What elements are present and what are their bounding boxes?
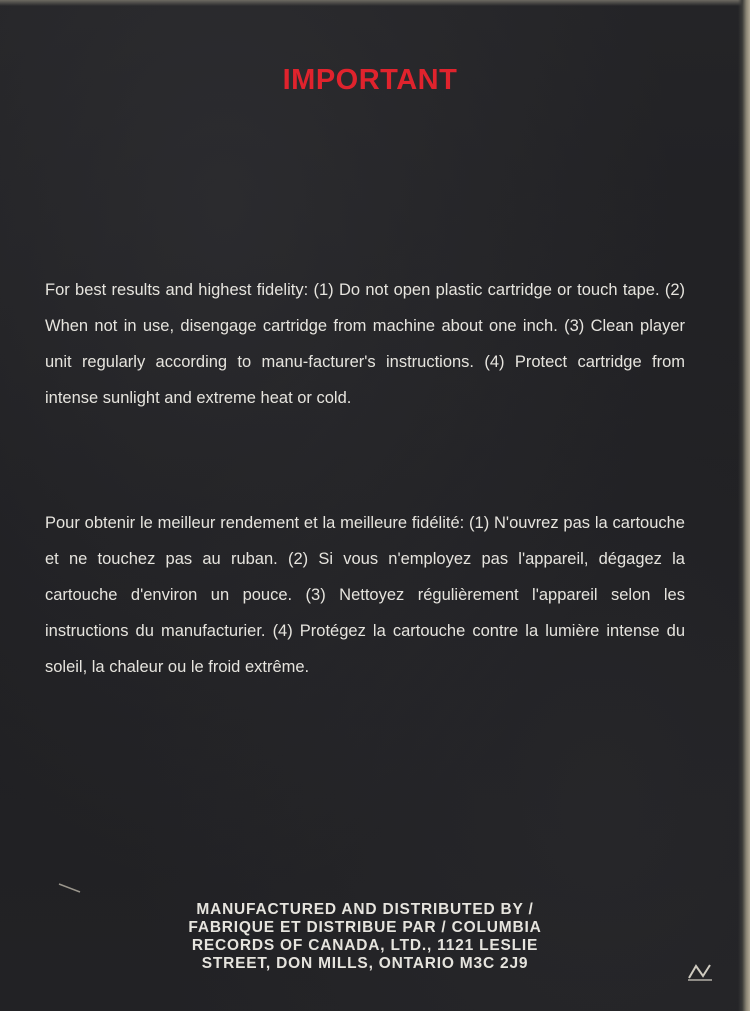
address-line-1: MANUFACTURED AND DISTRIBUTED BY / — [196, 901, 534, 918]
french-instructions: Pour obtenir le meilleur rendement et la meilleure fidélité: (1) N'ouvrez pas la cartouche et ne touchez pas au ruban. (2) Si vous n'employez pas l'appareil, dégagez la cartouche d'environ un pouce. (3) Nettoyez régulièrement l'appareil selon les instructions du manufacturier. (4) Protégez la cartouche contre la lumière intense du soleil, la chaleur ou le froid extrême. — [45, 514, 685, 676]
scratch-mark — [58, 882, 82, 894]
worn-right-edge — [738, 0, 750, 1011]
manufacturer-address — [140, 901, 590, 973]
address-line-3: RECORDS OF CANADA, LTD., 1121 LESLIE — [191, 937, 539, 954]
english-instructions: For best results and highest fidelity: (1) Do not open plastic cartridge or touch tape. (2) When not in use, disengage cartridge from machine about one inch. (3) Clean player unit regularly according to manu-facturer's instructions. (4) Protect cartridge from intense sunlight and extreme heat or cold. — [45, 281, 685, 407]
printer-mark-icon — [686, 962, 714, 982]
address-line-4: STREET, DON MILLS, ONTARIO M3C 2J9 — [201, 955, 529, 972]
important-heading: IMPORTANT — [282, 64, 458, 96]
address-line-2: FABRIQUE ET DISTRIBUE PAR / COLUMBIA — [188, 919, 542, 936]
worn-top-edge — [0, 0, 750, 6]
